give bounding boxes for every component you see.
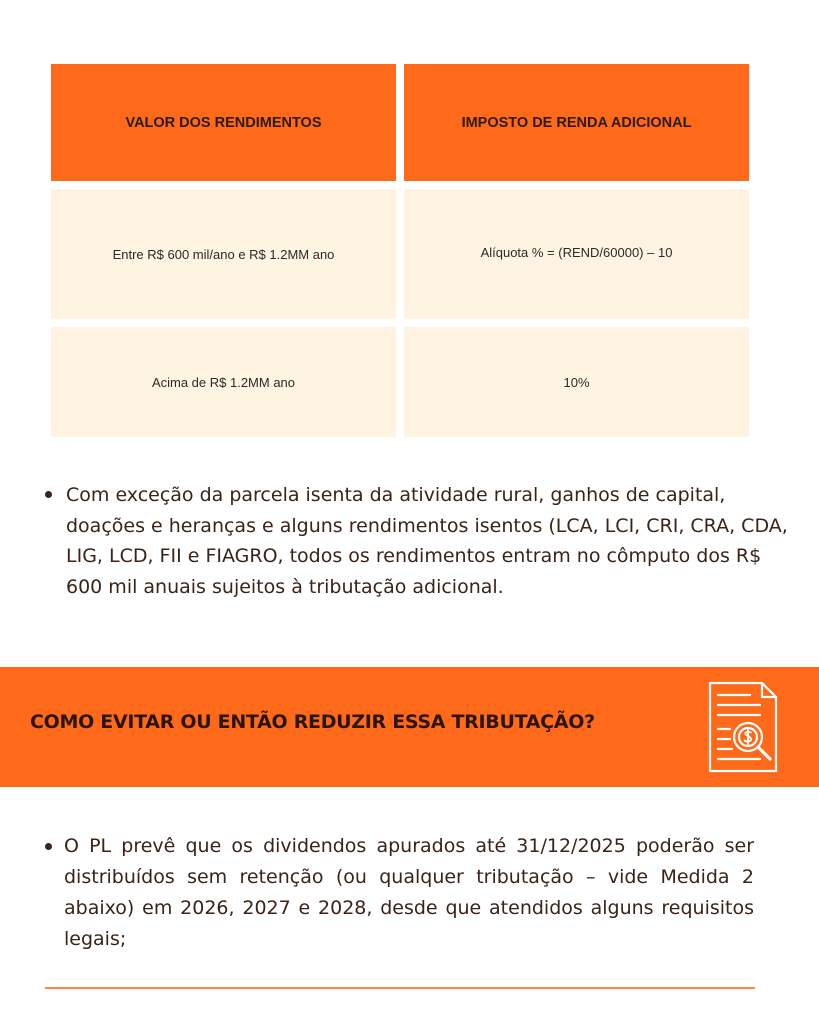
bullet-text: O PL prevê que os dividendos apurados até 31/12/2025 poderão ser distribuídos sem retenção (ou qualquer tributação – vide Medida 2 abaixo) em 2026, 2027 e 2028, desde que atendidos alguns requisitos legais; <box>64 835 754 950</box>
table-cell-row2-imposto: 10% <box>404 327 749 437</box>
bullet-text: Com exceção da parcela isenta da atividade rural, ganhos de capital, doações e heranças e alguns rendimentos isentos (LCA, LCI, CRI, CRA, CDA, LIG, LCD, FII e FIAGRO, todos os rendimentos entram no cômputo dos R$ 600 mil anuais sujeitos à tributação adicional. <box>66 484 788 598</box>
section-banner <box>0 667 819 787</box>
tax-rate-table <box>51 64 749 437</box>
bullet-item-dividends <box>45 831 757 955</box>
bullet-dot-icon <box>45 491 52 498</box>
table-cell-row1-valor: Entre R$ 600 mil/ano e R$ 1.2MM ano <box>51 189 396 319</box>
banner-title: COMO EVITAR OU ENTÃO REDUZIR ESSA TRIBUTAÇÃO? <box>30 711 595 733</box>
table-header-imposto: IMPOSTO DE RENDA ADICIONAL <box>404 64 749 181</box>
table-cell-row1-imposto: Alíquota % = (REND/60000) – 10 <box>404 189 749 319</box>
table-header-valor: VALOR DOS RENDIMENTOS <box>51 64 396 181</box>
bullet-item-exemptions <box>45 480 795 602</box>
section-divider <box>45 987 755 989</box>
table-cell-row2-valor: Acima de R$ 1.2MM ano <box>51 327 396 437</box>
document-dollar-magnifier-icon <box>704 679 790 775</box>
bullet-dot-icon <box>45 843 52 850</box>
